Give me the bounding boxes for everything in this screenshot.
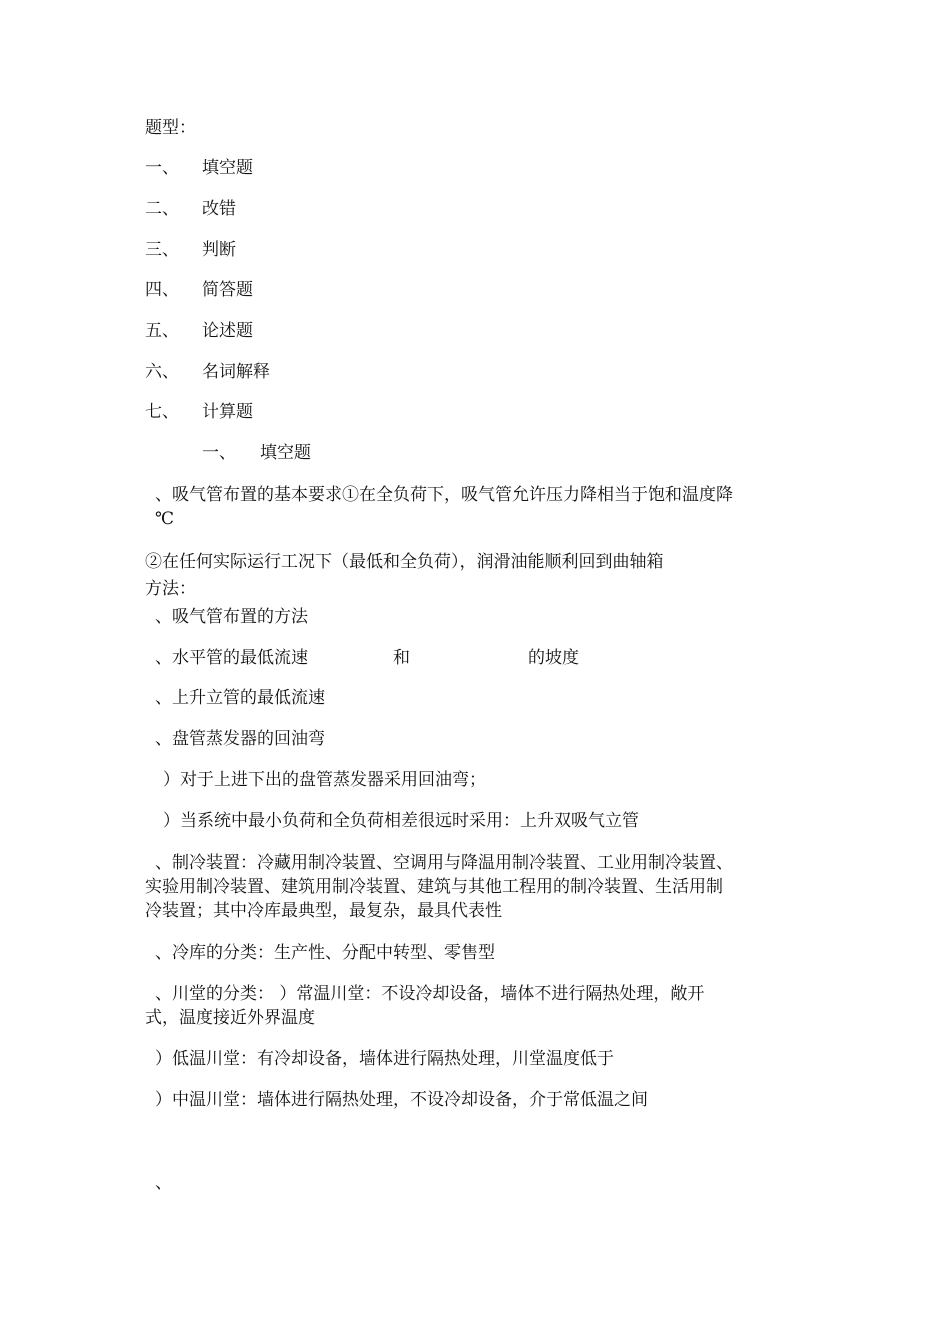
type-number: 二、 <box>145 199 179 219</box>
type-number: 三、 <box>145 240 179 260</box>
paragraph-line: 、吸气管布置的方法 <box>155 607 308 627</box>
type-label: 改错 <box>202 199 236 219</box>
type-number: 四、 <box>145 280 179 300</box>
paragraph-line: 、 <box>155 1173 172 1193</box>
type-label: 计算题 <box>202 402 253 422</box>
paragraph-line: ②在任何实际运行工况下（最低和全负荷），润滑油能顺利回到曲轴箱 <box>145 552 664 572</box>
type-number: 六、 <box>145 362 179 382</box>
paragraph-line: 、吸气管布置的基本要求①在全负荷下，吸气管允许压力降相当于饱和温度降 <box>155 485 733 505</box>
paragraph-line: ）对于上进下出的盘管蒸发器采用回油弯； <box>163 770 486 790</box>
paragraph-line: 式，温度接近外界温度 <box>145 1008 315 1028</box>
paragraph-fragment: 的坡度 <box>528 648 579 668</box>
paragraph-line: 、川堂的分类： ）常温川堂：不设冷却设备，墙体不进行隔热处理，敞开 <box>155 984 705 1004</box>
type-number: 五、 <box>145 321 179 341</box>
paragraph-line: ）低温川堂：有冷却设备，墙体进行隔热处理，川堂温度低于 <box>155 1049 614 1069</box>
paragraph-line: 、水平管的最低流速 <box>155 648 308 668</box>
paragraph-line: 、盘管蒸发器的回油弯 <box>155 729 325 749</box>
section-number: 一、 <box>202 443 236 463</box>
type-label: 填空题 <box>202 158 253 178</box>
type-label: 名词解释 <box>202 362 270 382</box>
paragraph-line: 方法： <box>145 579 196 599</box>
paragraph-line: 冷装置；其中冷库最典型，最复杂，最具代表性 <box>145 901 502 921</box>
type-label: 简答题 <box>202 280 253 300</box>
type-number: 一、 <box>145 158 179 178</box>
paragraph-fragment: 和 <box>393 648 410 668</box>
question-types-heading: 题型： <box>145 118 196 138</box>
type-label: 论述题 <box>202 321 253 341</box>
paragraph-line: ）当系统中最小负荷和全负荷相差很远时采用：上升双吸气立管 <box>163 811 639 831</box>
paragraph-line: 、上升立管的最低流速 <box>155 688 325 708</box>
paragraph-line: ）中温川堂：墙体进行隔热处理，不设冷却设备，介于常低温之间 <box>155 1090 648 1110</box>
type-number: 七、 <box>145 402 179 422</box>
type-label: 判断 <box>202 240 236 260</box>
section-title: 填空题 <box>260 443 311 463</box>
paragraph-line: 、冷库的分类：生产性、分配中转型、零售型 <box>155 943 495 963</box>
paragraph-line: 、制冷装置：冷藏用制冷装置、空调用与降温用制冷装置、工业用制冷装置、 <box>155 853 733 873</box>
paragraph-line: 实验用制冷装置、建筑用制冷装置、建筑与其他工程用的制冷装置、生活用制 <box>145 877 723 897</box>
paragraph-line: ℃ <box>155 509 175 529</box>
